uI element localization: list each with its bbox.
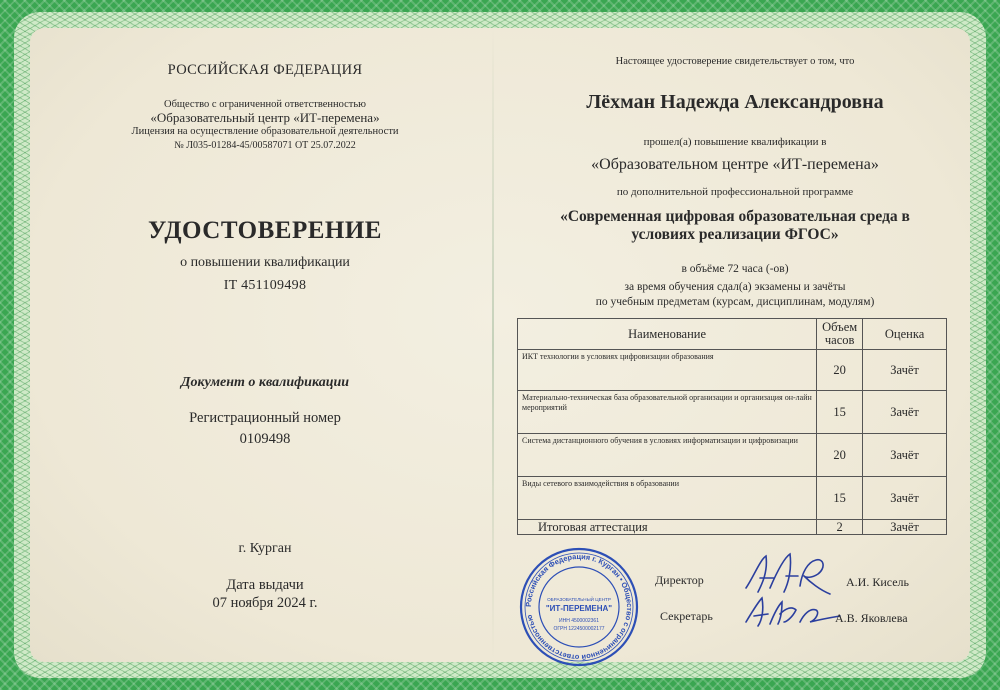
final-attestation-hours: 2 bbox=[817, 520, 863, 535]
seal-center-main: "ИТ-ПЕРЕМЕНА" bbox=[545, 604, 613, 613]
subject-name: Виды сетевого взаимодействия в образовании bbox=[518, 477, 817, 520]
director-name: А.И. Кисель bbox=[846, 575, 910, 589]
subject-grade: Зачёт bbox=[863, 477, 947, 520]
subject-name: ИКТ технологии в условиях цифровизации образования bbox=[518, 350, 817, 391]
subject-grade: Зачёт bbox=[863, 391, 947, 434]
program-volume: в объёме 72 часа (-ов) bbox=[681, 263, 789, 275]
org-type: Общество с ограниченной ответственностью bbox=[163, 99, 367, 110]
program-intro: по дополнительной профессиональной программе bbox=[616, 186, 854, 198]
column-header-grade: Оценка bbox=[863, 319, 947, 350]
program-title-line1: «Современная цифровая образовательная среда в bbox=[560, 208, 910, 225]
final-attestation-row bbox=[518, 520, 947, 535]
license-number: № Л035-01284-45/00587071 ОТ 25.07.2022 bbox=[174, 140, 356, 151]
holder-full-name: Лёхман Надежда Александровна bbox=[586, 91, 884, 113]
exams-line2: по учебным предметам (курсам, дисциплинам, модулям) bbox=[595, 296, 875, 308]
director-label: Директор bbox=[655, 573, 704, 587]
table-row bbox=[518, 350, 947, 391]
table-header-row bbox=[518, 319, 947, 350]
table-row bbox=[518, 391, 947, 434]
subject-name: Система дистанционного обучения в условиях информатизации и цифровизации bbox=[518, 434, 817, 477]
subject-hours: 15 bbox=[817, 477, 863, 520]
secretary-name: А.В. Яковлева bbox=[835, 611, 908, 625]
center-fold bbox=[492, 28, 494, 662]
hours-header-line1: Объем bbox=[822, 320, 858, 334]
final-attestation-grade: Зачёт bbox=[863, 520, 947, 535]
column-header-hours bbox=[817, 319, 863, 350]
exams-line1: за время обучения сдал(а) экзамены и зачёты bbox=[624, 281, 846, 293]
subject-hours: 20 bbox=[817, 434, 863, 477]
column-header-name: Наименование bbox=[518, 319, 817, 350]
issue-date: 07 ноября 2024 г. bbox=[212, 595, 318, 611]
subject-name: Материально-техническая база образовательной организации и организация он-лайн мероприятий bbox=[518, 391, 817, 434]
organization-seal bbox=[518, 546, 640, 668]
program-title-line2: условиях реализации ФГОС» bbox=[631, 226, 839, 243]
subject-grade: Зачёт bbox=[863, 350, 947, 391]
table-row bbox=[518, 434, 947, 477]
secretary-label: Секретарь bbox=[660, 609, 713, 623]
intro-text: Настоящее удостоверение свидетельствует о том, что bbox=[615, 56, 855, 67]
org-name: «Образовательный центр «ИТ-перемена» bbox=[150, 110, 380, 125]
passed-text: прошел(а) повышение квалификации в bbox=[643, 136, 827, 148]
subject-hours: 20 bbox=[817, 350, 863, 391]
issue-city: г. Курган bbox=[238, 541, 292, 556]
subject-hours: 15 bbox=[817, 391, 863, 434]
table-row bbox=[518, 477, 947, 520]
document-subtitle: о повышении квалификации bbox=[180, 255, 350, 270]
subject-grade: Зачёт bbox=[863, 434, 947, 477]
qualification-document-label: Документ о квалификации bbox=[180, 375, 350, 390]
final-attestation-name: Итоговая аттестация bbox=[518, 520, 817, 535]
license-line: Лицензия на осуществление образовательной деятельности bbox=[131, 126, 399, 137]
hours-header-line2: часов bbox=[824, 333, 855, 347]
country-heading: РОССИЙСКАЯ ФЕДЕРАЦИЯ bbox=[167, 62, 363, 78]
secretary-signature bbox=[740, 592, 845, 632]
grades-table bbox=[517, 318, 947, 535]
document-title: УДОСТОВЕРЕНИЕ bbox=[148, 217, 382, 244]
seal-ogrn: ОГРН 1224500002177 bbox=[553, 626, 605, 632]
seal-center-top: ОБРАЗОВАТЕЛЬНЫЙ ЦЕНТР bbox=[547, 597, 611, 602]
seal-ring-textpath: Российская Федерация г. Курган • Общество с ограниченной ответственностью bbox=[523, 551, 635, 663]
registration-number: 0109498 bbox=[239, 431, 291, 447]
registration-label: Регистрационный номер bbox=[189, 410, 341, 426]
training-organization: «Образовательном центре «ИТ-перемена» bbox=[591, 156, 879, 173]
issue-date-label: Дата выдачи bbox=[226, 577, 304, 593]
seal-inn: ИНН 4500002361 bbox=[558, 618, 600, 624]
document-number: IT 451109498 bbox=[223, 278, 307, 293]
